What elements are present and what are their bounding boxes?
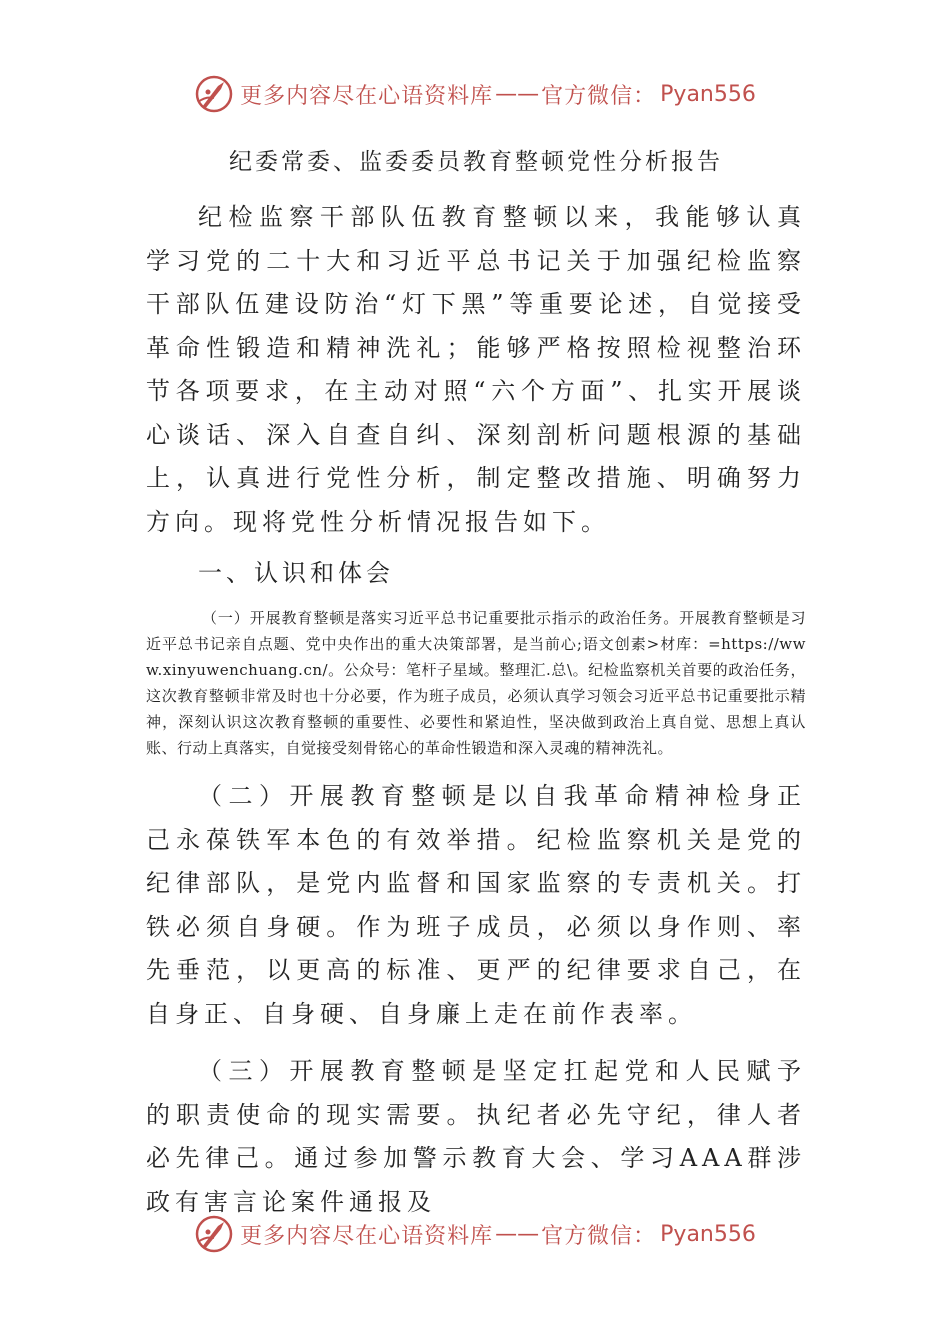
item-2-paragraph: （二）开展教育整顿是以自我革命精神检身正己永葆铁军本色的有效举措。纪检监察机关是党的纪律部队，是党内监督和国家监察的专责机关。打铁必须自身硬。作为班子成员，必须以身作则、率先垂范，以更高的标准、更严的纪律要求自己，在自身正、自身硬、自身廉上走在前作表率。 <box>146 782 806 1028</box>
banner-wechat-id: Pyan556 <box>660 81 756 107</box>
banner-wechat-label: 官方微信： <box>541 1223 657 1249</box>
banner-brand-text: 更多内容尽在心语资料库 <box>240 83 494 109</box>
document-title: 纪委常委、监委委员教育整顿党性分析报告 <box>229 149 723 175</box>
item-1-paragraph: （一）开展教育整顿是落实习近平总书记重要批示指示的政治任务。开展教育整顿是习近平总书记亲自点题、党中央作出的重大决策部署，是当前心;语文创素>材库：=https://www.xinyuwenchuang.cn/。公众号：笔杆子星域。整理汇.总\。纪检监察机关首要的政治任务，这次教育整顿非常及时也十分必要，作为班子成员，必须认真学习领会习近平总书记重要批示精神，深刻认识这次教育整顿的重要性、必要性和紧迫性，坚决做到政治上真自觉、思想上真认账、行动上真落实，自觉接受刻骨铭心的革命性锻造和深入灵魂的精神洗礼。 <box>146 609 806 757</box>
banner-wechat-label: 官方微信： <box>541 83 657 109</box>
intro-paragraph: 纪检监察干部队伍教育整顿以来，我能够认真学习党的二十大和习近平总书记关于加强纪检监察干部队伍建设防治“灯下黑”等重要论述，自觉接受革命性锻造和精神洗礼；能够严格按照检视整治环节各项要求，在主动对照“六个方面”、扎实开展谈心谈话、深入自查自纠、深刻剖析问题根源的基础上，认真进行党性分析，制定整改措施、明确努力方向。现将党性分析情况报告如下。 <box>146 203 806 536</box>
pen-nib-logo-icon <box>194 74 234 114</box>
banner-dash: —— <box>495 81 540 107</box>
banner-dash: —— <box>495 1221 540 1247</box>
banner-wechat-id: Pyan556 <box>660 1221 756 1247</box>
footer-banner <box>0 1212 950 1256</box>
pen-nib-logo-icon <box>194 1214 234 1254</box>
item-3-paragraph: （三）开展教育整顿是坚定扛起党和人民赋予的职责使命的现实需要。执纪者必先守纪，律人者必先律己。通过参加警示教育大会、学习AAA群涉政有害言论案件通报及 <box>146 1057 806 1216</box>
banner-brand-text: 更多内容尽在心语资料库 <box>240 1223 494 1249</box>
document-body <box>146 140 806 1224</box>
header-banner <box>0 72 950 116</box>
section-heading: 一、认识和体会 <box>198 559 394 587</box>
